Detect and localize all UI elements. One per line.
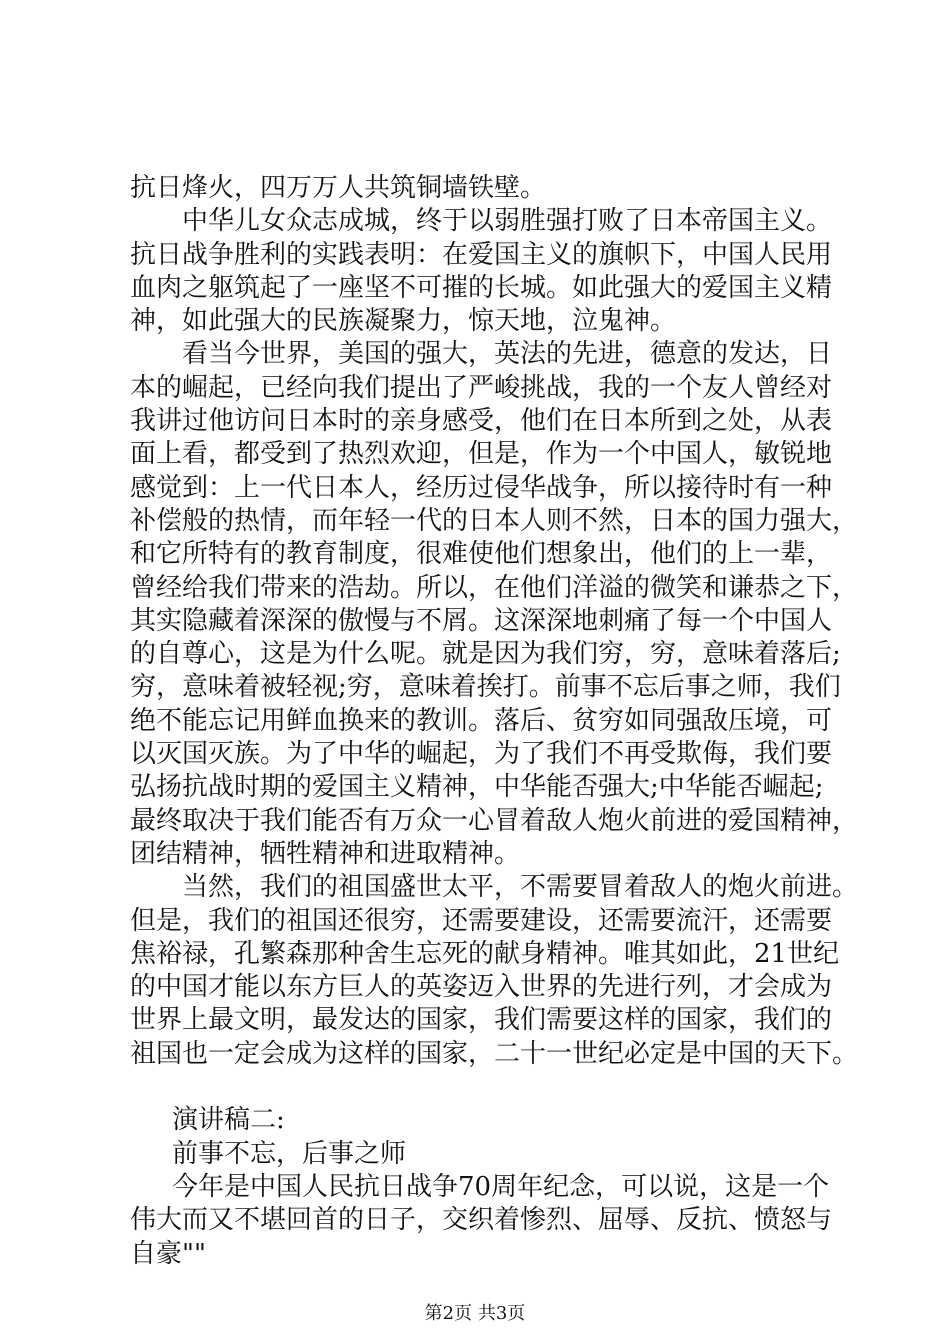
- text-line: 神，如此强大的民族凝聚力，惊天地，泣鬼神。: [130, 306, 677, 337]
- text-line: 穷，意味着被轻视;穷，意味着挨打。前事不忘后事之师，我们: [130, 672, 841, 703]
- text-line: 和它所特有的教育制度，很难使他们想象出，他们的上一辈，: [130, 539, 833, 570]
- text-line: 世界上最文明，最发达的国家，我们需要这样的国家，我们的: [130, 1005, 833, 1036]
- text-line: 补偿般的热情，而年轻一代的日本人则不然，日本的国力强大，: [130, 505, 859, 536]
- text-line: 抗日烽火，四万万人共筑铜墙铁壁。: [130, 173, 547, 203]
- text-line: 的自尊心，这是为什么呢。就是因为我们穷，穷，意味着落后;: [130, 639, 841, 670]
- speech-title: 前事不忘，后事之师: [172, 1138, 407, 1169]
- paragraph-start-line: 看当今世界，美国的强大，英法的先进，德意的发达，日: [182, 339, 833, 370]
- text-line: 面上看，都受到了热烈欢迎，但是，作为一个中国人，敏锐地: [130, 439, 833, 470]
- text-line: 曾经给我们带来的浩劫。所以，在他们洋溢的微笑和谦恭之下，: [130, 572, 859, 603]
- text-line: 抗日战争胜利的实践表明：在爱国主义的旗帜下，中国人民用: [130, 239, 833, 270]
- section-heading: 演讲稿二:: [172, 1105, 285, 1136]
- text-line: 本的崛起，已经向我们提出了严峻挑战，我的一个友人曾经对: [130, 372, 833, 403]
- text-line: 祖国也一定会成为这样的国家，二十一世纪必定是中国的天下。: [130, 1038, 859, 1069]
- text-line: 以灭国灭族。为了中华的崛起，为了我们不再受欺侮，我们要: [130, 739, 833, 770]
- blank-line: [130, 1071, 865, 1104]
- text-line: 自豪"": [130, 1238, 206, 1269]
- paragraph-start-line: 今年是中国人民抗日战争70周年纪念，可以说，这是一个: [172, 1171, 830, 1202]
- paragraph-start-line: 当然，我们的祖国盛世太平，不需要冒着敌人的炮火前进。: [182, 872, 859, 903]
- text-line: 最终取决于我们能否有万众一心冒着敌人炮火前进的爱国精神，: [130, 805, 859, 836]
- text-line: 的中国才能以东方巨人的英姿迈入世界的先进行列，才会成为: [130, 972, 833, 1003]
- text-line: 感觉到：上一代日本人，经历过侵华战争，所以接待时有一种: [130, 472, 833, 503]
- text-line: 弘扬抗战时期的爱国主义精神，中华能否强大;中华能否崛起;: [130, 772, 824, 803]
- paragraph-start-line: 中华儿女众志成城，终于以弱胜强打败了日本帝国主义。: [182, 206, 833, 237]
- page-number-footer: 第2页 共3页: [424, 1303, 526, 1324]
- text-line: 我讲过他访问日本时的亲身感受，他们在日本所到之处，从表: [130, 406, 833, 437]
- document-body: [130, 172, 865, 1271]
- text-line: 团结精神，牺牲精神和进取精神。: [130, 838, 521, 869]
- text-line: 但是，我们的祖国还很穷，还需要建设，还需要流汗，还需要: [130, 905, 833, 936]
- text-line: 血肉之躯筑起了一座坚不可摧的长城。如此强大的爱国主义精: [130, 272, 833, 303]
- text-line: 绝不能忘记用鲜血换来的教训。落后、贫穷如同强敌压境，可: [130, 705, 833, 736]
- text-line: 焦裕禄，孔繁森那种舍生忘死的献身精神。唯其如此，21世纪: [130, 938, 840, 969]
- text-line: 其实隐藏着深深的傲慢与不屑。这深深地刺痛了每一个中国人: [130, 605, 833, 636]
- text-line: 伟大而又不堪回首的日子，交织着惨烈、屈辱、反抗、愤怒与: [130, 1205, 833, 1236]
